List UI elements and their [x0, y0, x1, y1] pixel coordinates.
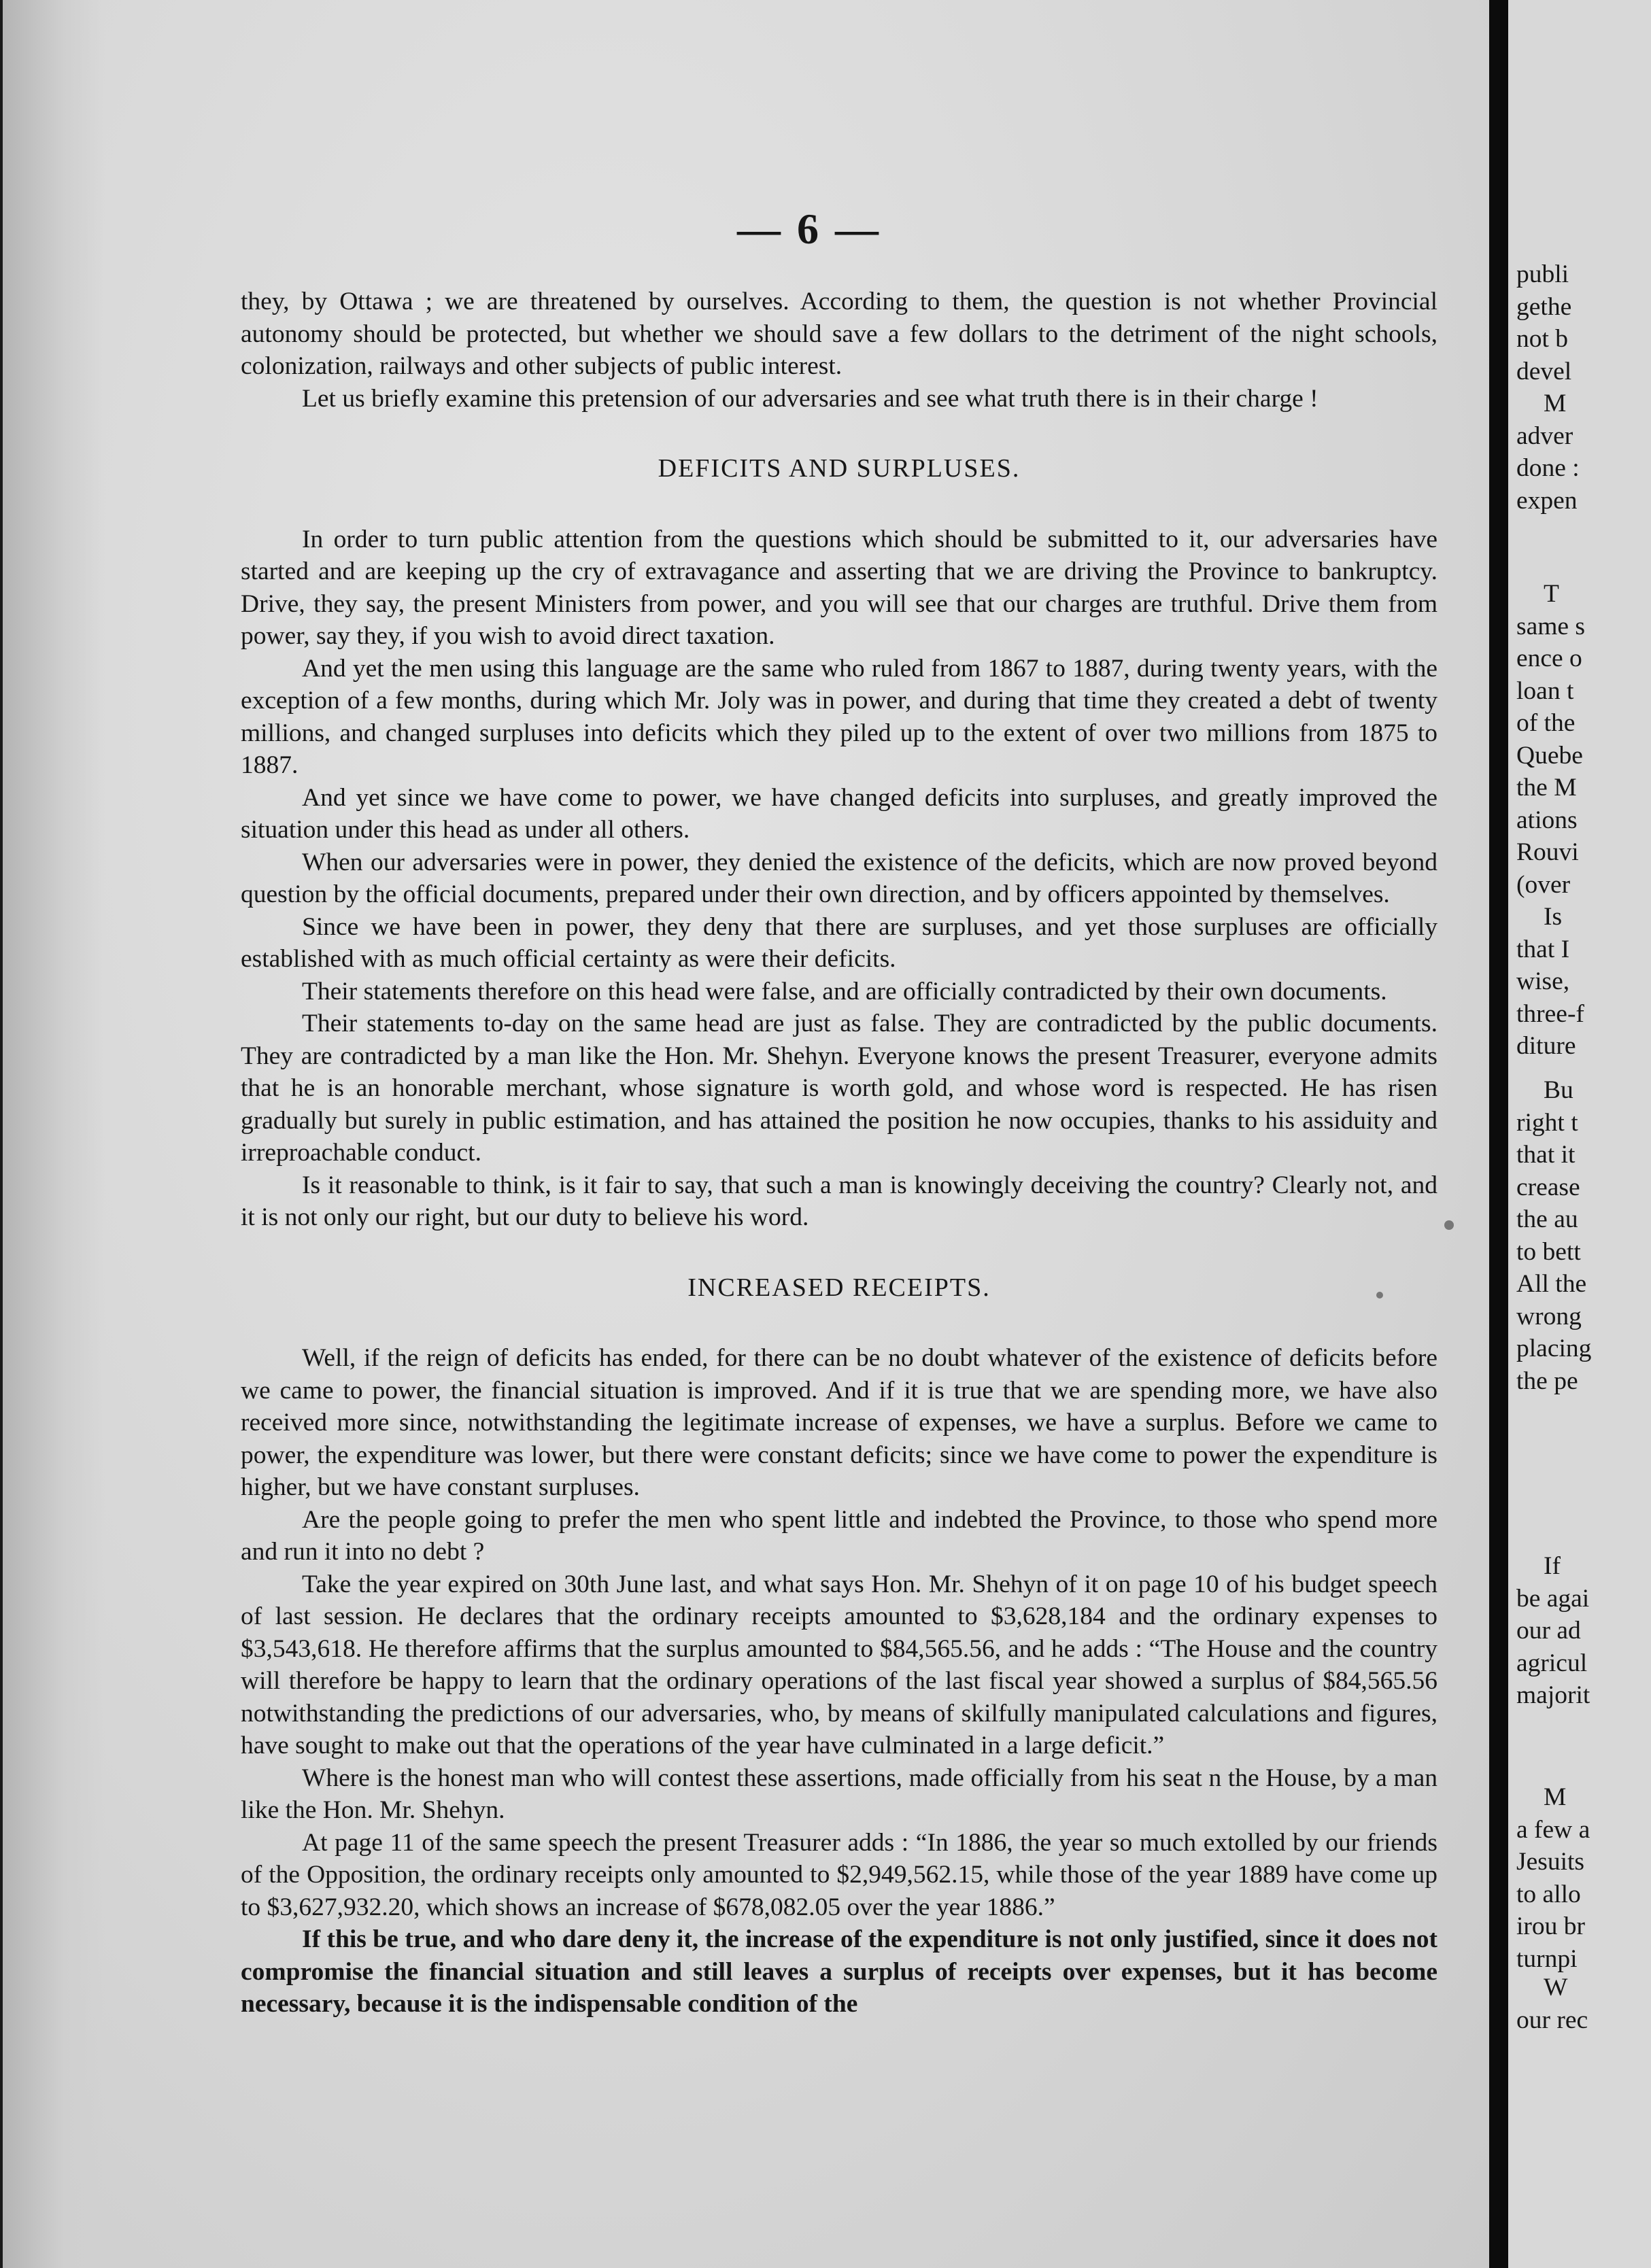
deficits-paragraph: And yet since we have come to power, we have changed deficits into surpluses, and greatly improved the situation under this head as under all others.: [241, 783, 1437, 844]
adjacent-fragment-group: [1516, 1781, 1651, 1975]
adjacent-fragment: irou br: [1516, 1912, 1586, 1940]
adjacent-fragment: that I: [1516, 935, 1570, 963]
adjacent-fragment: to bett: [1516, 1237, 1581, 1266]
adjacent-fragment: (over: [1516, 870, 1571, 899]
adjacent-fragment: All the: [1516, 1270, 1587, 1298]
receipts-paragraph: Are the people going to prefer the men who spent little and indebted the Province, to those who spend more and run it into no debt ?: [241, 1505, 1437, 1566]
adjacent-fragment: our rec: [1516, 2006, 1588, 2034]
section-heading-receipts: INCREASED RECEIPTS.: [687, 1273, 991, 1302]
adjacent-fragment: publi: [1516, 260, 1569, 288]
adjacent-fragment: expen: [1516, 486, 1578, 515]
receipts-paragraph: Where is the honest man who will contest these assertions, made officially from his seat n the House, by a man like the Hon. Mr. Shehyn.: [241, 1764, 1437, 1824]
adjacent-fragment: ations: [1516, 806, 1578, 834]
page-shadow-edge: [3, 0, 105, 2268]
adjacent-fragment: If: [1544, 1552, 1561, 1580]
deficits-paragraph: Their statements to-day on the same head are just as false. They are contradicted by the public documents. They are contradicted by a man like the Hon. Mr. Shehyn. Everyone knows the present Treasurer, everyone admits that he is an honorable merchant, whose signature is worth gold, and whose word is respected. He has risen gradually but surely in public estimation, and has attained the position he now occupies, thanks to his assiduity and irreproachable conduct.: [241, 1010, 1437, 1167]
adjacent-fragment: wise,: [1516, 967, 1570, 995]
deficits-paragraph: Is it reasonable to think, is it fair to say, that such a man is knowingly deceiving the country? Clearly not, and it is not only our right, but our duty to believe his word.: [241, 1171, 1437, 1231]
adjacent-fragment: done :: [1516, 454, 1580, 482]
adjacent-fragment: M: [1544, 1783, 1567, 1811]
adjacent-fragment: Jesuits: [1516, 1848, 1585, 1876]
receipts-paragraph: Take the year expired on 30th June last, and what says Hon. Mr. Shehyn of it on page 10 of his budget speech of last session. He declares that the ordinary receipts amounted to $3,628,184 and the ordinary expenses to $3,543,618. He therefore affirms that the surplus amounted to $84,565.56, and he adds : “The House and the country will therefore be happy to learn that the ordinary operations of the last fiscal year showed a surplus of $84,565.56 notwithstanding the predictions of our adversaries, who, by means of skilfully manipulated calculations and figures, have sought to make out that the operations of the year have culminated in a large deficit.”: [241, 1570, 1437, 1759]
adjacent-fragment-group: [1516, 1074, 1651, 1397]
receipts-paragraph: Well, if the reign of deficits has ended, for there can be no doubt whatever of the existence of deficits before we came to power, the financial situation is improved. And if it is true that we are spending more, we have also received more since, notwithstanding the legitimate increase of expenses, we have a surplus. Before we came to power, the expenditure was lower, but there were constant deficits; since we have come to power the expenditure is higher, but we have constant surpluses.: [241, 1344, 1437, 1501]
adjacent-fragment-group: [1516, 1550, 1651, 1712]
adjacent-fragment: Quebe: [1516, 741, 1583, 770]
adjacent-fragment: adver: [1516, 422, 1573, 450]
deficits-paragraph: In order to turn public attention from the questions which should be submitted to it, our adversaries have started and are keeping up the cry of extravagance and asserting that we are driving the Province to bankruptcy. Drive, they say, the present Ministers from power, and you will see that our charges are truthful. Drive them from power, say they, if you wish to avoid direct taxation.: [241, 525, 1437, 650]
page-number: — 6 —: [737, 205, 881, 253]
adjacent-fragment: wrong: [1516, 1302, 1582, 1330]
deficits-paragraph: Since we have been in power, they deny that there are surpluses, and yet those surpluses are officially established with as much official certainty as were their deficits.: [241, 912, 1437, 973]
adjacent-fragment: of the: [1516, 709, 1576, 737]
adjacent-fragment: W: [1544, 1974, 1568, 2001]
adjacent-fragment: agricul: [1516, 1649, 1588, 1677]
ink-speck: [1376, 1292, 1383, 1299]
adjacent-fragment: the pe: [1516, 1367, 1578, 1395]
receipts-paragraph: If this be true, and who dare deny it, the increase of the expenditure is not only justified, since it does not compromise the financial situation and still leaves a surplus of receipts over expenses, but it has become necessary, because it is the indispensable condition of the: [241, 1925, 1437, 2018]
adjacent-fragment: same s: [1516, 612, 1586, 640]
intro-paragraph-1: they, by Ottawa ; we are threatened by ourselves. According to them, the question is not whether Provincial autonomy should be protected, but whether we should save a few dollars to the detriment of the night schools, colonization, railways and other subjects of public interest.: [241, 288, 1437, 380]
adjacent-fragment: our ad: [1516, 1617, 1581, 1645]
section-heading-deficits: DEFICITS AND SURPLUSES.: [658, 454, 1021, 483]
deficits-paragraph: Their statements therefore on this head were false, and are officially contradicted by their own documents.: [302, 977, 1387, 1006]
adjacent-fragment: three-f: [1516, 999, 1584, 1028]
adjacent-fragment: right t: [1516, 1108, 1578, 1137]
adjacent-fragment: placing: [1516, 1335, 1592, 1362]
adjacent-fragment: the M: [1516, 774, 1577, 802]
adjacent-fragment: crease: [1516, 1173, 1580, 1201]
adjacent-fragment-group: [1516, 1972, 1651, 2036]
ink-speck: [1444, 1220, 1454, 1230]
adjacent-fragment: loan t: [1516, 676, 1574, 705]
adjacent-fragment: not b: [1516, 325, 1569, 353]
book-gutter: [1489, 0, 1508, 2268]
adjacent-fragment: a few a: [1516, 1815, 1590, 1844]
scanned-page: [3, 0, 1501, 2268]
adjacent-fragment: T: [1544, 580, 1559, 608]
adjacent-fragment: diture: [1516, 1032, 1576, 1060]
adjacent-fragment: the au: [1516, 1205, 1578, 1233]
deficits-paragraph: And yet the men using this language are the same who ruled from 1867 to 1887, during twenty years, with the exception of a few months, during which Mr. Joly was in power, and during that time they created a debt of twenty millions, and changed surpluses into deficits which they piled up to the extent of over two millions from 1875 to 1887.: [241, 654, 1437, 779]
adjacent-fragment: Bu: [1544, 1076, 1573, 1104]
adjacent-fragment: turnpi: [1516, 1944, 1578, 1973]
adjacent-fragment: gethe: [1516, 292, 1572, 321]
adjacent-fragment-group: [1516, 578, 1651, 1063]
intro-paragraph-2: Let us briefly examine this pretension of our adversaries and see what truth there is in their charge !: [302, 384, 1318, 413]
adjacent-page: [1508, 0, 1651, 2268]
text-column: [241, 286, 1437, 2021]
adjacent-fragment: M: [1544, 390, 1567, 417]
adjacent-fragment: to allo: [1516, 1880, 1581, 1908]
adjacent-fragment: that it: [1516, 1141, 1576, 1169]
adjacent-fragment: majorit: [1516, 1681, 1590, 1709]
receipts-paragraph: At page 11 of the same speech the present Treasurer adds : “In 1886, the year so much extolled by our friends of the Opposition, the ordinary receipts only amounted to $2,949,562.15, while those of the year 1889 have come up to $3,627,932.20, which shows an increase of $678,082.05 over the year 1886.”: [241, 1828, 1437, 1921]
adjacent-fragment: Rouvi: [1516, 838, 1579, 866]
adjacent-fragment-group: [1516, 258, 1651, 517]
deficits-paragraph: When our adversaries were in power, they denied the existence of the deficits, which are now proved beyond question by the official documents, prepared under their own direction, and by officers appointed by themselves.: [241, 848, 1437, 908]
adjacent-fragment: Is: [1544, 903, 1563, 931]
adjacent-fragment: devel: [1516, 357, 1572, 385]
adjacent-fragment: ence o: [1516, 645, 1582, 672]
adjacent-fragment: be agai: [1516, 1584, 1590, 1613]
